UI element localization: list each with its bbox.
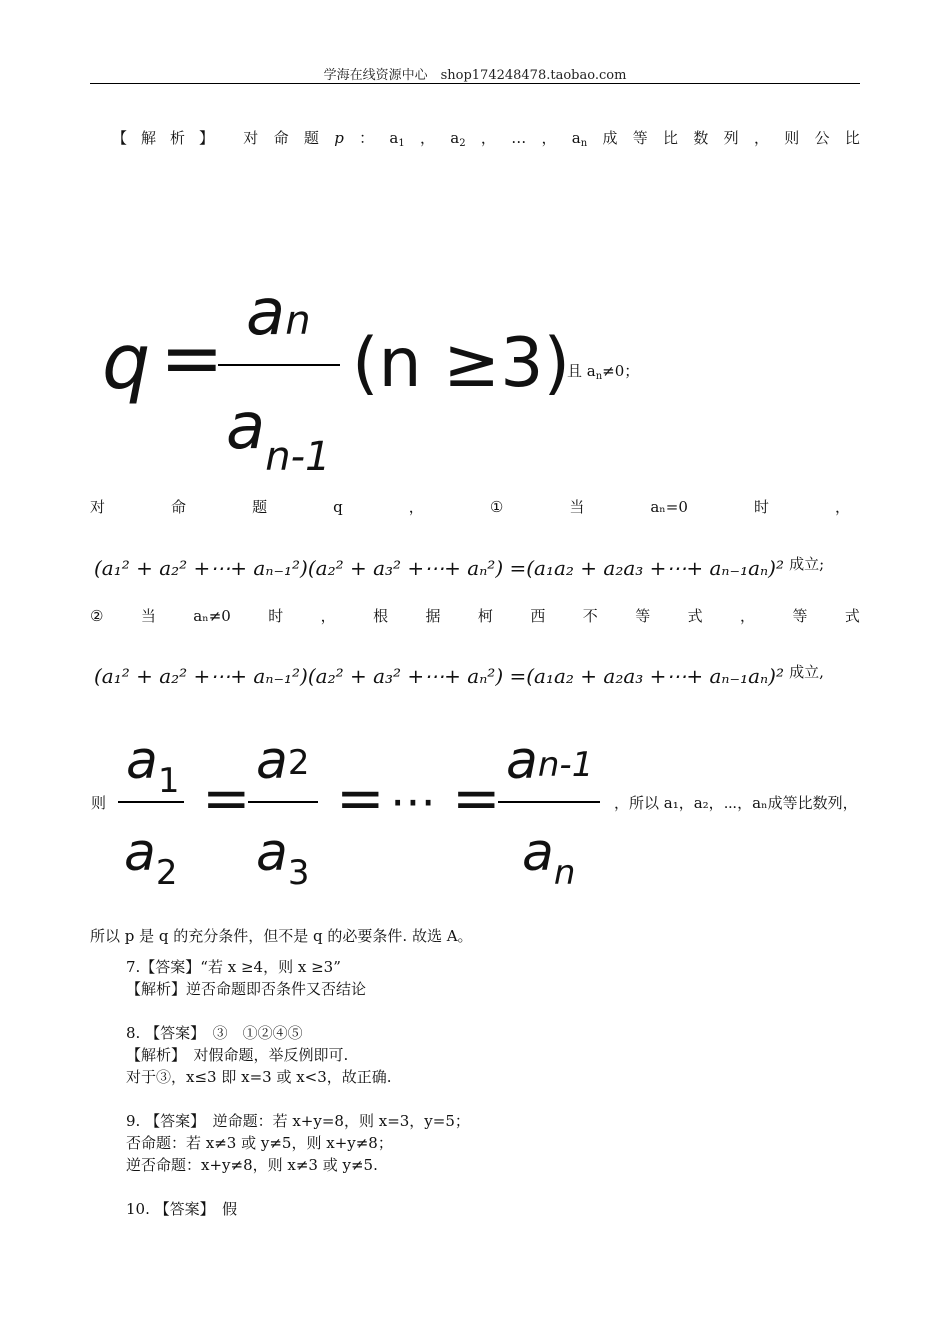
- text-char: 成: [602, 129, 618, 147]
- fraction-bar: [118, 801, 184, 803]
- cauchy-equation-2: [94, 664, 824, 688]
- text-char: 式: [687, 607, 703, 625]
- text-char: 题: [252, 498, 268, 516]
- formula-condition: (n ≥3): [352, 324, 571, 403]
- text-char: 等: [632, 129, 648, 147]
- equation-expr: (a₁² + a₂² +⋯+ aₙ₋₁²)(a₂² + a₃² +⋯+ aₙ²) =(a₁a₂ + a₂a₃ +⋯+ aₙ₋₁aₙ)²: [94, 664, 784, 688]
- answers-block: [126, 956, 846, 1220]
- formula-lhs: q: [102, 317, 151, 406]
- header-divider: [90, 83, 860, 84]
- text-char: 根: [373, 607, 389, 625]
- ratio-den-3: $a_n$: [522, 823, 576, 893]
- math-term: $a_1$: [389, 129, 405, 149]
- formula-denominator: $a_{n-1}$: [226, 390, 331, 480]
- answer-line: [126, 1176, 846, 1198]
- text-char: 等: [792, 607, 808, 625]
- ratio-num-1: $a_1$: [126, 731, 180, 801]
- analysis-line-1: [112, 127, 860, 148]
- formula-numerator: an: [246, 276, 311, 350]
- text-char: 命: [273, 129, 289, 147]
- text-char: 命: [171, 498, 187, 516]
- cauchy-equation-1: [94, 556, 824, 580]
- text-char: 当: [140, 607, 156, 625]
- text-char: 据: [425, 607, 441, 625]
- answer-line: 否命题：若 x≠3 或 y≠5，则 x+y≠8；: [126, 1134, 393, 1152]
- text-char: 比: [663, 129, 679, 147]
- ratio-eq: =: [336, 764, 385, 832]
- analysis-line-3: [90, 605, 860, 626]
- text-char: ②: [90, 607, 104, 625]
- text-char: 当: [569, 498, 585, 516]
- text-char: 时: [753, 498, 769, 516]
- ratio-den-1: $a_2$: [124, 823, 178, 893]
- answer-line: 7.【答案】“若 x ≥4，则 x ≥3”: [126, 958, 341, 976]
- answer-line: 9. 【答案】 逆命题：若 x+y=8，则 x=3，y=5；: [126, 1112, 470, 1130]
- text-char: 柯: [477, 607, 493, 625]
- ratio-num-3: an-1: [506, 731, 594, 791]
- answer-line: 对于③，x≤3 即 x=3 或 x<3，故正确.: [126, 1068, 392, 1086]
- page-header: 学海在线资源中心 shop174248478.taobao.com: [323, 68, 627, 83]
- ratio-den-2: $a_3$: [256, 823, 310, 893]
- text-char: ，: [480, 129, 496, 147]
- math-term: $a_n$: [571, 129, 588, 149]
- text-char: ，: [320, 607, 336, 625]
- text-char: ，: [753, 129, 769, 147]
- text-char: ，: [740, 607, 756, 625]
- answer-line: 10. 【答案】 假: [126, 1200, 238, 1218]
- answer-line: [126, 1000, 846, 1022]
- fraction-bar: [498, 801, 600, 803]
- analysis-label: 【解析】: [112, 129, 229, 147]
- text-char: ，: [834, 498, 850, 516]
- text-char: 等: [635, 607, 651, 625]
- analysis-line-2: [90, 496, 850, 517]
- text-char: 列: [723, 129, 739, 147]
- equation-expr: (a₁² + a₂² +⋯+ aₙ₋₁²)(a₂² + a₃² +⋯+ aₙ²) =(a₁a₂ + a₂a₃ +⋯+ aₙ₋₁aₙ)²: [94, 556, 784, 580]
- fraction-bar: [218, 364, 340, 366]
- equation-tail: 成立;: [789, 555, 825, 573]
- text-char: 对: [90, 498, 106, 516]
- text-char: ，: [408, 498, 424, 516]
- math-var: p: [334, 129, 344, 147]
- text-char: 则: [784, 129, 800, 147]
- formula-eq: =: [160, 313, 224, 402]
- text-char: q: [333, 498, 343, 516]
- answer-line: 【解析】逆否命题即否条件又否结论: [126, 980, 367, 998]
- ratio-num-2: a2: [256, 731, 310, 791]
- text-char: 对: [243, 129, 259, 147]
- answer-line: 【解析】 对假命题，举反例即可.: [126, 1046, 349, 1064]
- text-char: 式: [844, 607, 860, 625]
- fraction-bar: [248, 801, 318, 803]
- text-char: 比: [844, 129, 860, 147]
- text-char: ，: [419, 129, 435, 147]
- ratio-eq: =: [202, 764, 251, 832]
- ratio-eq: =: [452, 764, 501, 832]
- math-term: $a_2$: [450, 129, 466, 149]
- text-char: …: [511, 129, 527, 147]
- text-char: ：: [359, 129, 375, 147]
- equation-tail: 成立,: [789, 663, 824, 681]
- text-char: aₙ≠0: [193, 607, 231, 625]
- ratio-prefix: 则: [91, 794, 107, 812]
- answer-line: 8. 【答案】 ③ ①②④⑤: [126, 1024, 303, 1042]
- text-char: ①: [489, 498, 504, 516]
- text-char: 西: [530, 607, 546, 625]
- text-char: 不: [582, 607, 598, 625]
- answer-line: [126, 1088, 846, 1110]
- text-char: ，: [541, 129, 557, 147]
- answer-line: 逆否命题：x+y≠8，则 x≠3 或 y≠5.: [126, 1156, 378, 1174]
- text-char: 数: [693, 129, 709, 147]
- text-char: aₙ=0: [650, 498, 688, 516]
- formula-tail: 且 $a_n\ne 0$；: [567, 362, 640, 382]
- conclusion-line: 所以 p 是 q 的充分条件，但不是 q 的必要条件. 故选 A。: [90, 927, 473, 945]
- text-char: 时: [268, 607, 284, 625]
- text-char: 题: [303, 129, 319, 147]
- ratio-suffix: ，所以 a₁，a₂，⋯，aₙ成等比数列，: [614, 794, 858, 812]
- text-char: 公: [814, 129, 830, 147]
- ratio-dots: ⋯: [390, 774, 436, 828]
